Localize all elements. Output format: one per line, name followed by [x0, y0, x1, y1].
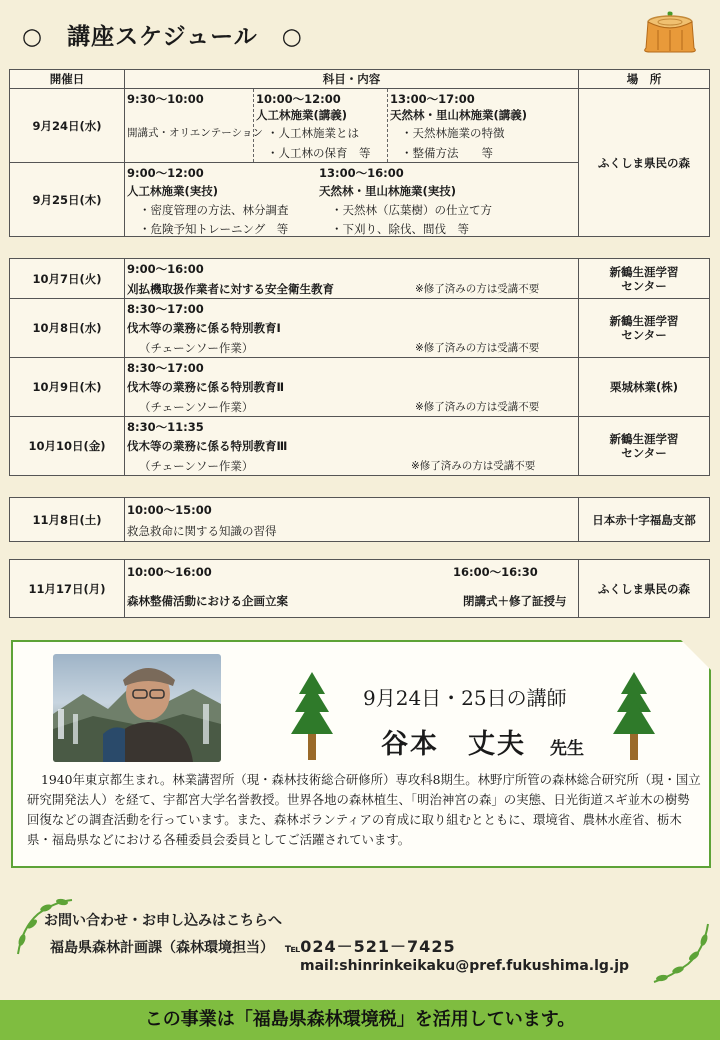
- contact-section: [0, 880, 720, 990]
- time: 10:00〜16:00: [127, 565, 212, 579]
- place: 栗城林業(株): [579, 358, 710, 417]
- subject-item: ・整備方法 等: [401, 146, 493, 160]
- subject-item: ・下刈り、除伐、間伐 等: [331, 222, 469, 236]
- subject-item: ・危険予知トレーニング 等: [139, 222, 289, 236]
- footer-banner: この事業は「福島県森林環境税」を活用しています。: [0, 1000, 720, 1040]
- schedule-table-october: [9, 258, 710, 476]
- tree-icon: [289, 672, 335, 762]
- row-date: 9月24日(水): [10, 89, 125, 163]
- subject-title: 伐木等の業務に係る特別教育Ⅱ: [127, 380, 285, 394]
- contact-office: 福島県森林計画課（森林環境担当）: [50, 940, 274, 956]
- row-content: [125, 89, 579, 163]
- subject-item: ・密度管理の方法、林分調査: [139, 203, 289, 217]
- lecturer-photo: [53, 654, 221, 762]
- place: 新鶴生涯学習 センター: [579, 417, 710, 476]
- time: 10:00〜15:00: [127, 503, 212, 517]
- header-date: 開催日: [10, 70, 125, 89]
- page-title: ○ 講座スケジュール ○: [22, 24, 303, 50]
- subject-title: 開講式・オリエンテーション: [127, 127, 263, 139]
- subject-title: 森林整備活動における企画立案: [127, 594, 288, 608]
- schedule-table-september: [9, 69, 710, 237]
- row-content: [125, 299, 579, 358]
- place: ふくしま県民の森: [579, 560, 710, 618]
- place: 新鶴生涯学習 センター: [579, 259, 710, 299]
- note: ※修了済みの方は受講不要: [411, 460, 536, 472]
- subject-title: 人工林施業(実技): [127, 184, 219, 198]
- contact-mail[interactable]: mail:shinrinkeikaku@pref.fukushima.lg.jp: [300, 958, 630, 974]
- row-content: [125, 358, 579, 417]
- row-date: 10月10日(金): [10, 417, 125, 476]
- subject-title: 刈払機取扱作業者に対する安全衛生教育: [127, 282, 334, 296]
- contact-tel[interactable]: 024－521－7425: [300, 937, 456, 956]
- subject-sub: （チェーンソー作業）: [139, 341, 254, 355]
- time: 10:00〜12:00: [256, 92, 341, 106]
- subject-title: 人工林施業(講義): [256, 108, 348, 122]
- time: 13:00〜17:00: [390, 92, 475, 106]
- header-subject: 科目・内容: [125, 70, 579, 89]
- note: ※修了済みの方は受講不要: [415, 283, 540, 295]
- schedule-table-nov8: [9, 497, 710, 542]
- subject-item: ・天然林施業の特徴: [401, 126, 505, 140]
- time: 16:00〜16:30: [453, 565, 538, 579]
- tel-label: ℡: [284, 941, 301, 955]
- time: 13:00〜16:00: [319, 166, 404, 180]
- subject-title: 閉講式＋修了証授与: [463, 594, 567, 608]
- row-date: 10月8日(水): [10, 299, 125, 358]
- tree-icon: [611, 672, 657, 762]
- subject-title: 天然林・里山林施業(講義): [390, 108, 528, 122]
- place: ふくしま県民の森: [579, 89, 710, 237]
- tree-stump-icon: [640, 10, 700, 54]
- note: ※修了済みの方は受講不要: [415, 401, 540, 413]
- time: 8:30〜11:35: [127, 420, 204, 434]
- row-content: [125, 163, 579, 237]
- time: 9:00〜12:00: [127, 166, 204, 180]
- subject-item: ・人工林の保育 等: [267, 146, 371, 160]
- subject-item: ・人工林施業とは: [267, 126, 359, 140]
- time: 8:30〜17:00: [127, 361, 204, 375]
- row-date: 11月8日(土): [10, 498, 125, 542]
- place: 新鶴生涯学習 センター: [579, 299, 710, 358]
- row-content: [125, 417, 579, 476]
- contact-office-line: [50, 934, 456, 957]
- note: ※修了済みの方は受講不要: [415, 342, 540, 354]
- subject-sub: （チェーンソー作業）: [139, 400, 254, 414]
- header-place: 場 所: [579, 70, 710, 89]
- row-content: [125, 498, 579, 542]
- vine-icon: [648, 920, 718, 990]
- time: 9:00〜16:00: [127, 262, 204, 276]
- lecturer-name: 谷本 丈夫: [381, 729, 526, 760]
- subject-item: ・天然林（広葉樹）の仕立て方: [331, 203, 492, 217]
- contact-intro: お問い合わせ・お申し込みはこちらへ: [44, 913, 282, 929]
- subject-title: 天然林・里山林施業(実技): [319, 184, 457, 198]
- time: 8:30〜17:00: [127, 302, 204, 316]
- subject-title: 伐木等の業務に係る特別教育Ⅲ: [127, 439, 288, 453]
- subject-sub: （チェーンソー作業）: [139, 459, 254, 473]
- row-date: 10月7日(火): [10, 259, 125, 299]
- lecturer-box: [11, 640, 711, 868]
- schedule-table-nov17: [9, 559, 710, 618]
- lecturer-heading: 9月24日・25日の講師: [363, 686, 567, 710]
- time: 9:30〜10:00: [127, 92, 204, 106]
- row-date: 11月17日(月): [10, 560, 125, 618]
- subject-title: 伐木等の業務に係る特別教育Ⅰ: [127, 321, 281, 335]
- row-content: [125, 560, 579, 618]
- subject-title: 救急救命に関する知識の習得: [127, 524, 277, 538]
- place: 日本赤十字福島支部: [579, 498, 710, 542]
- row-date: 10月9日(木): [10, 358, 125, 417]
- lecturer-bio: 1940年東京都生まれ。林業講習所（現・森林技術総合研修所）専攻科8期生。林野庁所管の森林総合研究所（現・国立研究開発法人）を経て、宇都宮大学名誉教授。世界各地の森林植生、「明治神宮の森」の実態、日光街道スギ並木の樹勢回復などの調査活動を行っています。また、森林ボランティアの育成に取り組むとともに、環境省、農林水産省、栃木県・福島県などにおける各種委員会委員としてご活躍されています。: [27, 772, 701, 847]
- row-date: 9月25日(木): [10, 163, 125, 237]
- lecturer-honorific: 先生: [550, 739, 584, 759]
- row-content: [125, 259, 579, 299]
